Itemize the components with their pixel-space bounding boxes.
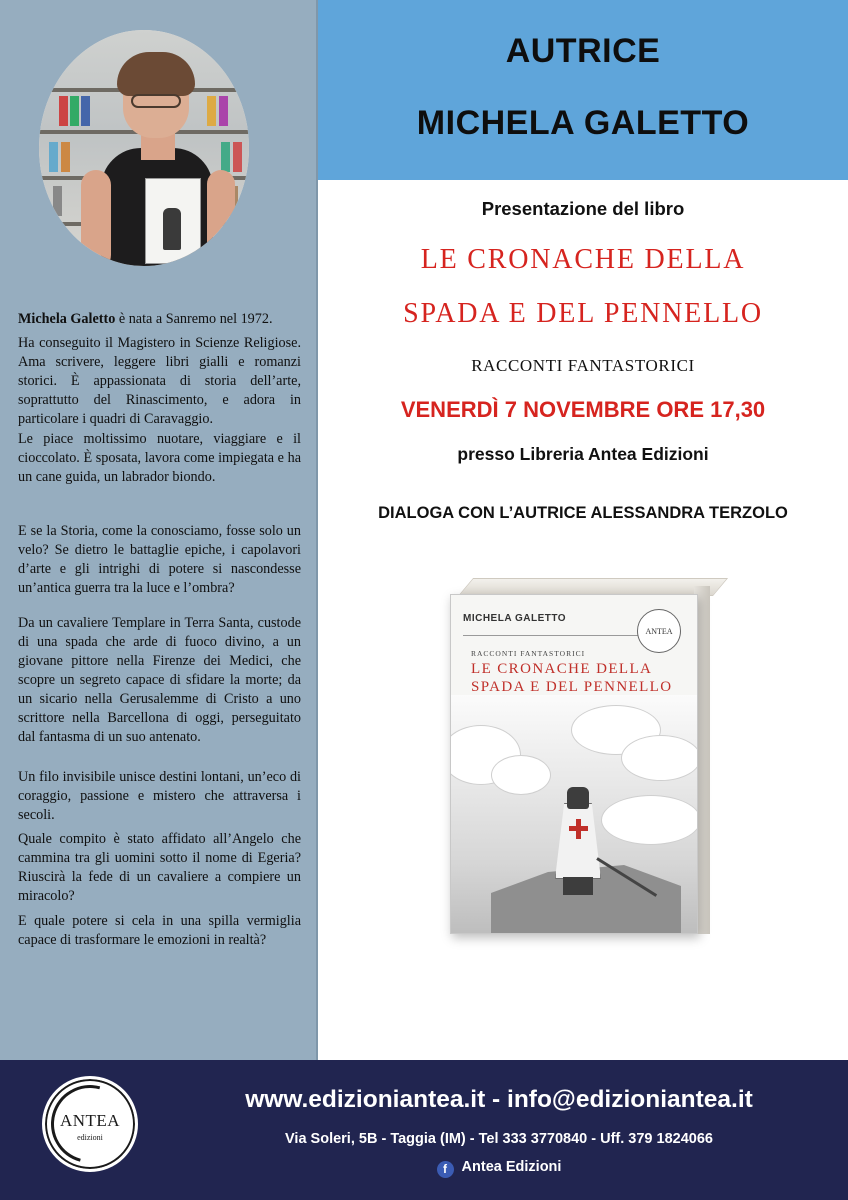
author-photo (39, 30, 249, 266)
event-datetime: VENERDÌ 7 NOVEMBRE ORE 17,30 (400, 397, 766, 422)
footer-address: Via Soleri, 5B - Taggia (IM) - Tel 333 3770840 - Uff. 379 1824066 (285, 1131, 713, 1147)
facebook-icon: f (437, 1161, 454, 1178)
header-title-author-name: MICHELA GALETTO (416, 104, 750, 142)
author-birth: è nata a Sanremo nel 1972. (115, 311, 273, 327)
cover-title-line1: LE CRONACHE DELLA (471, 661, 653, 677)
cover-title-line2: SPADA E DEL PENNELLO (471, 679, 673, 695)
header-banner (318, 0, 848, 180)
synopsis-paragraph-3: Un filo invisibile unisce destini lontani, un’eco di coraggio, passione e mistero che attraversa i secoli. (18, 769, 301, 823)
facebook-page-name: Antea Edizioni (461, 1159, 562, 1175)
book-cover-image (428, 578, 718, 944)
footer-facebook[interactable] (150, 1159, 848, 1178)
synopsis-paragraph-4: Quale compito è stato affidato all’Angelo che cammina tra gli uomini sotto il nome di Egeria? Riuscirà la fede di un cavaliere a compiere un miracolo? (18, 831, 301, 904)
author-bio-hobbies: Le piace moltissimo nuotare, viaggiare e il cioccolato. È sposata, lavora come impiegata e ha un cane guida, un labrador biondo. (18, 431, 301, 485)
book-title-line2: SPADA E DEL PENNELLO (403, 298, 763, 329)
author-bio-education: Ha conseguito il Magistero in Scienze Religiose. Ama scrivere, leggere libri gialli e romanzi storici. È appassionata di storia dell’arte, soprattutto del Rinascimento, e adora in particolare i quadri di Caravaggio. (18, 335, 301, 427)
synopsis-paragraph-5: E quale potere si cela in una spilla vermiglia capace di trasformare le emozioni in realtà? (18, 913, 301, 948)
book-title-line1: LE CRONACHE DELLA (420, 244, 746, 275)
book-subtitle: RACCONTI FANTASTORICI (471, 356, 695, 375)
presentation-intro: Presentazione del libro (481, 198, 685, 219)
cover-publisher-logo (637, 609, 681, 653)
synopsis-paragraph-1: E se la Storia, come la conosciamo, fosse solo un velo? Se dietro le battaglie epiche, i capolavori d’arte e gli intrighi di potere si nascondesse un’antica guerra tra la luce e l’ombra? (18, 523, 301, 596)
publisher-logo-name: ANTEA (59, 1111, 121, 1130)
footer-web-email[interactable]: www.edizioniantea.it - info@edizioniantea.it (245, 1086, 753, 1113)
cover-author: MICHELA GALETTO (463, 613, 567, 624)
cover-series: RACCONTI FANTASTORICI (471, 649, 586, 658)
author-bio-intro (18, 310, 301, 329)
header-title-autrice: AUTRICE (505, 32, 661, 70)
synopsis-paragraph-2: Da un cavaliere Templare in Terra Santa, custode di una spada che arde di fuoco divino, a un giovane pittore nella Firenze dei Medici, che scopre un segreto capace di sfidare la morte; da un sicario nella Gerusalemme di Cristo a uno scrittore nella Barcellona di oggi, perseguitato dal fantasma di un suo antenato. (18, 615, 301, 745)
publisher-logo (42, 1076, 138, 1172)
author-name: Michela Galetto (18, 311, 116, 327)
event-dialogue: DIALOGA CON L’AUTRICE ALESSANDRA TERZOLO (378, 504, 788, 522)
cover-logo-text: ANTEA (645, 626, 673, 636)
event-venue: presso Libreria Antea Edizioni (457, 444, 709, 464)
publisher-logo-sub: edizioni (77, 1133, 103, 1142)
